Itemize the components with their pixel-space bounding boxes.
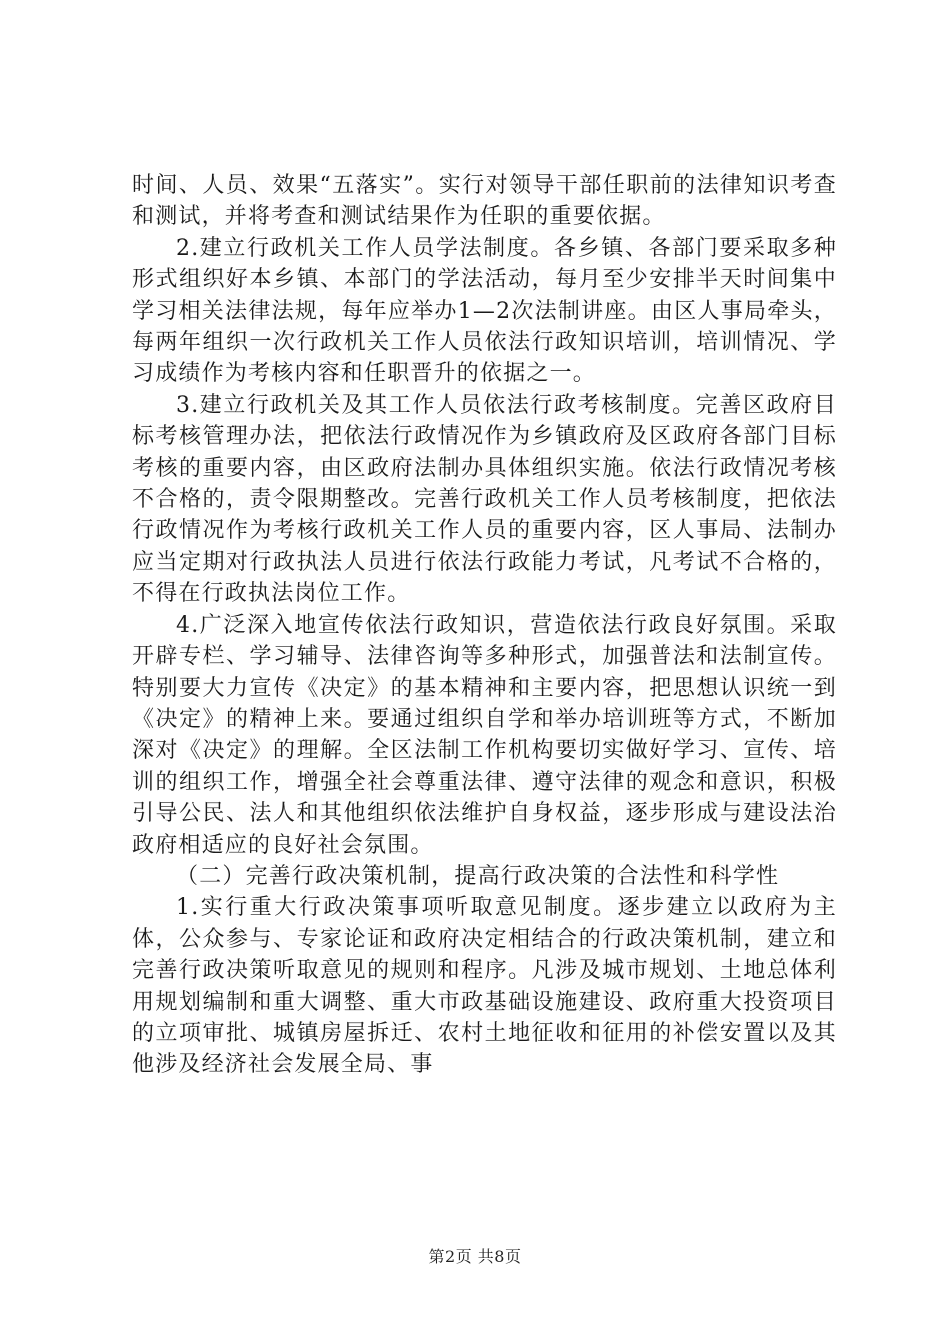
- document-body: [132, 170, 837, 1081]
- paragraph-item-3: 3.建立行政机关及其工作人员依法行政考核制度。完善区政府目标考核管理办法，把依法行政情况作为乡镇政府及区政府各部门目标考核的重要内容，由区政府法制办具体组织实施。依法行政情况考核不合格的，责令限期整改。完善行政机关工作人员考核制度，把依法行政情况作为考核行政机关工作人员的重要内容，区人事局、法制办应当定期对行政执法人员进行依法行政能力考试，凡考试不合格的，不得在行政执法岗位工作。: [132, 392, 837, 607]
- paragraph-continuation: 时间、人员、效果“五落实”。实行对领导干部任职前的法律知识考查和测试，并将考查和测试结果作为任职的重要依据。: [132, 173, 837, 230]
- paragraph-item-2: 2.建立行政机关工作人员学法制度。各乡镇、各部门要采取多种形式组织好本乡镇、本部门的学法活动，每月至少安排半天时间集中学习相关法律法规，每年应举办1—2次法制讲座。由区人事局牵头，每两年组织一次行政机关工作人员依法行政知识培训，培训情况、学习成绩作为考核内容和任职晋升的依据之一。: [132, 235, 837, 387]
- paragraph-item-1: 1.实行重大行政决策事项听取意见制度。逐步建立以政府为主体，公众参与、专家论证和政府决定相结合的行政决策机制，建立和完善行政决策听取意见的规则和程序。凡涉及城市规划、土地总体利用规划编制和重大调整、重大市政基础设施建设、政府重大投资项目的立项审批、城镇房屋拆迁、农村土地征收和征用的补偿安置以及其他涉及经济社会发展全局、事: [132, 895, 837, 1078]
- page-footer: 第2页 共8页: [428, 1247, 522, 1266]
- paragraph-item-4: 4.广泛深入地宣传依法行政知识，营造依法行政良好氛围。采取开辟专栏、学习辅导、法律咨询等多种形式，加强普法和法制宣传。特别要大力宣传《决定》的基本精神和主要内容，把思想认识统一到《决定》的精神上来。要通过组织自学和举办培训班等方式，不断加深对《决定》的理解。全区法制工作机构要切实做好学习、宣传、培训的组织工作，增强全社会尊重法律、遵守法律的观念和意识，积极引导公民、法人和其他组织依法维护自身权益，逐步形成与建设法治政府相适应的良好社会氛围。: [132, 612, 837, 858]
- section-heading: （二）完善行政决策机制，提高行政决策的合法性和科学性: [176, 863, 780, 889]
